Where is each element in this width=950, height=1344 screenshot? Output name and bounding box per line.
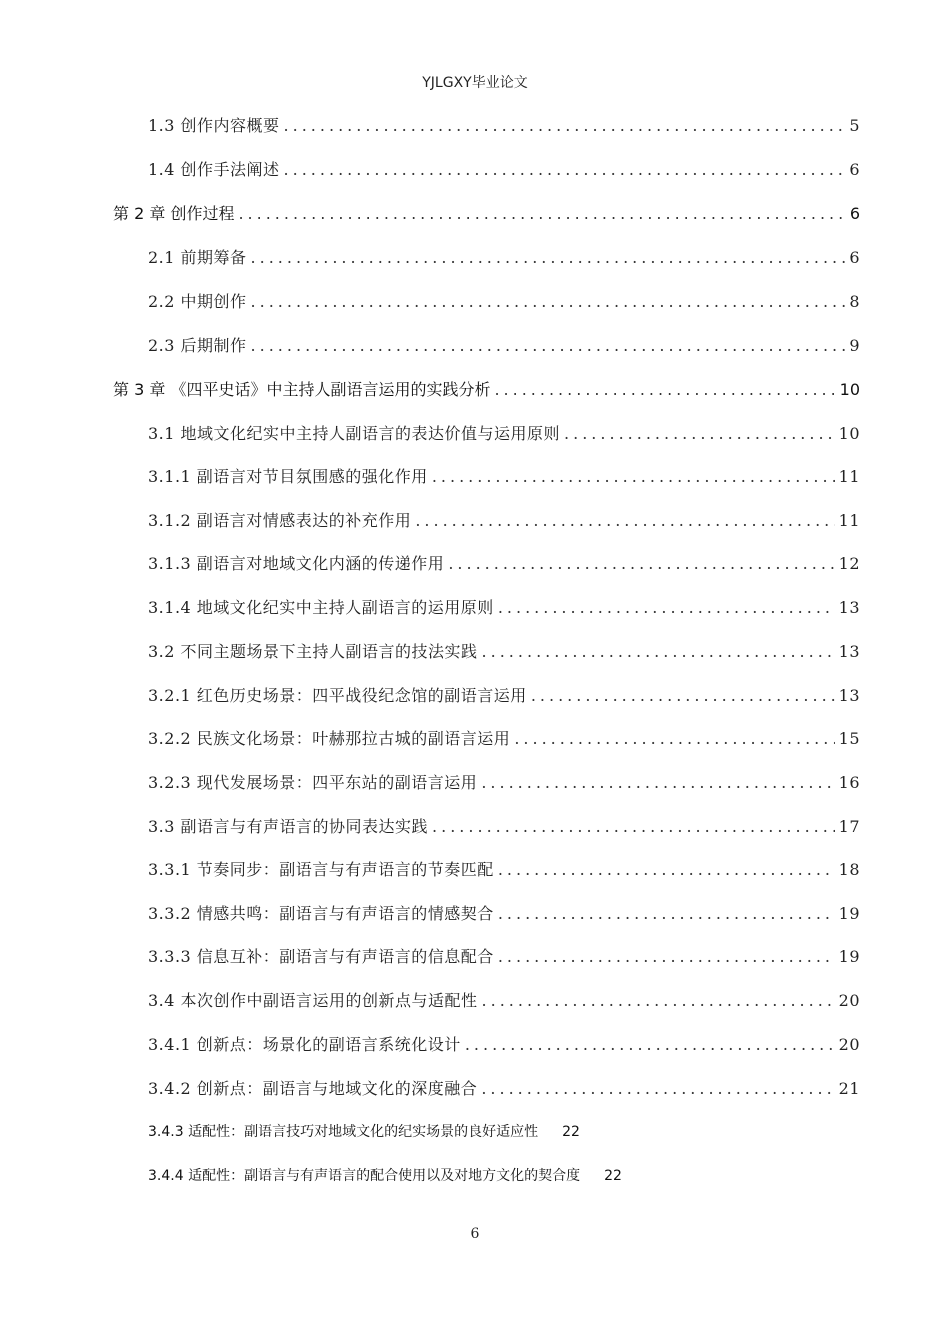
toc-entry[interactable] <box>148 1031 860 1059</box>
toc-entry-label: 3.4.1 创新点：场景化的副语言系统化设计 <box>148 1035 461 1054</box>
toc-entry-page: 12 <box>838 554 860 573</box>
toc-entry-page: 6 <box>849 248 860 267</box>
toc-entry[interactable] <box>148 1075 860 1103</box>
toc-entry[interactable] <box>148 725 860 753</box>
toc-entry[interactable] <box>148 594 860 622</box>
toc-entry[interactable] <box>148 112 860 140</box>
toc-entry-label: 3.1 地域文化纪实中主持人副语言的表达价值与运用原则 <box>148 424 561 443</box>
toc-entry[interactable] <box>148 244 860 272</box>
toc-entry-label: 第 3 章 《四平史话》中主持人副语言运用的实践分析 <box>113 380 491 399</box>
toc-entry[interactable] <box>113 200 860 228</box>
toc-entry-page: 21 <box>838 1079 860 1098</box>
toc-entry-page: 20 <box>838 1035 860 1054</box>
toc-entry-page: 20 <box>838 991 860 1010</box>
toc-leader-dots <box>251 288 846 316</box>
toc-entry[interactable] <box>148 288 860 316</box>
toc-entry[interactable] <box>148 769 860 797</box>
toc-entry-page: 22 <box>562 1124 580 1140</box>
toc-leader-dots <box>498 594 835 622</box>
toc-entry-page: 6 <box>849 160 860 179</box>
toc-entry[interactable] <box>148 682 860 710</box>
toc-entry-label: 3.4 本次创作中副语言运用的创新点与适配性 <box>148 991 478 1010</box>
toc-leader-dots <box>531 682 835 710</box>
toc-entry-label: 2.3 后期制作 <box>148 336 247 355</box>
toc-entry[interactable] <box>148 332 860 360</box>
page-number: 6 <box>470 1226 480 1242</box>
toc-leader-dots <box>498 856 835 884</box>
page-header: YJLGXY毕业论文 <box>422 75 528 91</box>
toc-entry[interactable] <box>148 463 860 491</box>
toc-entry[interactable] <box>148 420 860 448</box>
toc-entry-page: 10 <box>838 424 860 443</box>
toc-leader-dots <box>481 769 834 797</box>
toc-entry-label: 3.4.4 适配性：副语言与有声语言的配合使用以及对地方文化的契合度 <box>148 1168 581 1184</box>
toc-entry-label: 2.1 前期筹备 <box>148 248 247 267</box>
toc-leader-dots <box>284 112 846 140</box>
toc-entry-label: 3.3 副语言与有声语言的协同表达实践 <box>148 817 429 836</box>
toc-entry[interactable] <box>148 1118 580 1146</box>
toc-leader-dots <box>415 507 834 535</box>
toc-entry-page: 8 <box>849 292 860 311</box>
toc-entry-page: 13 <box>838 598 860 617</box>
toc-leader-dots <box>481 1075 834 1103</box>
toc-leader-dots <box>482 987 835 1015</box>
toc-entry[interactable] <box>148 550 860 578</box>
toc-leader-dots <box>238 200 845 228</box>
toc-entry-label: 3.3.1 节奏同步：副语言与有声语言的节奏匹配 <box>148 860 494 879</box>
toc-leader-dots <box>432 463 835 491</box>
toc-entry-page: 13 <box>838 642 860 661</box>
toc-entry[interactable] <box>148 1162 622 1190</box>
toc-entry-label: 3.2.3 现代发展场景：四平东站的副语言运用 <box>148 773 478 792</box>
toc-leader-dots <box>251 332 846 360</box>
toc-entry-label: 1.3 创作内容概要 <box>148 116 280 135</box>
toc-entry-page: 18 <box>838 860 860 879</box>
toc-entry-page: 16 <box>838 773 860 792</box>
toc-entry-label: 3.3.3 信息互补：副语言与有声语言的信息配合 <box>148 947 494 966</box>
toc-entry-label: 3.2.2 民族文化场景：叶赫那拉古城的副语言运用 <box>148 729 511 748</box>
toc-entry-page: 11 <box>838 467 860 486</box>
toc-leader-dots <box>564 420 835 448</box>
toc-entry-label: 3.1.4 地域文化纪实中主持人副语言的运用原则 <box>148 598 494 617</box>
toc-leader-dots <box>465 1031 835 1059</box>
toc-entry-page: 9 <box>849 336 860 355</box>
toc-entry[interactable] <box>148 156 860 184</box>
toc-entry-page: 19 <box>838 947 860 966</box>
toc-entry-label: 3.1.1 副语言对节目氛围感的强化作用 <box>148 467 428 486</box>
toc-entry[interactable] <box>148 507 860 535</box>
toc-leader-dots <box>482 638 835 666</box>
toc-entry-page: 22 <box>604 1168 622 1184</box>
toc-entry-page: 10 <box>839 380 860 399</box>
toc-leader-dots <box>498 943 835 971</box>
toc-leader-dots <box>498 900 835 928</box>
toc-entry-label: 3.2.1 红色历史场景：四平战役纪念馆的副语言运用 <box>148 686 527 705</box>
toc-entry-page: 13 <box>838 686 860 705</box>
toc-entry[interactable] <box>148 987 860 1015</box>
toc-leader-dots <box>494 376 835 404</box>
toc-entry-label: 3.4.2 创新点：副语言与地域文化的深度融合 <box>148 1079 478 1098</box>
toc-entry-label: 3.1.2 副语言对情感表达的补充作用 <box>148 511 412 530</box>
toc-entry[interactable] <box>148 638 860 666</box>
toc-entry[interactable] <box>148 900 860 928</box>
toc-entry-page: 6 <box>849 204 860 223</box>
toc-entry[interactable] <box>148 813 860 841</box>
toc-entry-label: 1.4 创作手法阐述 <box>148 160 280 179</box>
toc-entry-label: 3.3.2 情感共鸣：副语言与有声语言的情感契合 <box>148 904 494 923</box>
toc-entry-page: 15 <box>838 729 860 748</box>
toc-entry-page: 5 <box>849 116 860 135</box>
toc-leader-dots <box>432 813 835 841</box>
toc-entry-label: 第 2 章 创作过程 <box>113 204 235 223</box>
toc-leader-dots <box>284 156 846 184</box>
toc-entry[interactable] <box>113 376 860 404</box>
toc-entry-label: 3.1.3 副语言对地域文化内涵的传递作用 <box>148 554 445 573</box>
toc-leader-dots <box>448 550 834 578</box>
toc-entry[interactable] <box>148 856 860 884</box>
toc-entry-label: 2.2 中期创作 <box>148 292 247 311</box>
toc-leader-dots <box>514 725 834 753</box>
toc-entry[interactable] <box>148 943 860 971</box>
toc-entry-label: 3.4.3 适配性：副语言技巧对地域文化的纪实场景的良好适应性 <box>148 1124 539 1140</box>
toc-entry-label: 3.2 不同主题场景下主持人副语言的技法实践 <box>148 642 478 661</box>
toc-entry-page: 17 <box>838 817 860 836</box>
toc-entry-page: 19 <box>838 904 860 923</box>
toc-leader-dots <box>251 244 846 272</box>
toc-entry-page: 11 <box>838 511 860 530</box>
